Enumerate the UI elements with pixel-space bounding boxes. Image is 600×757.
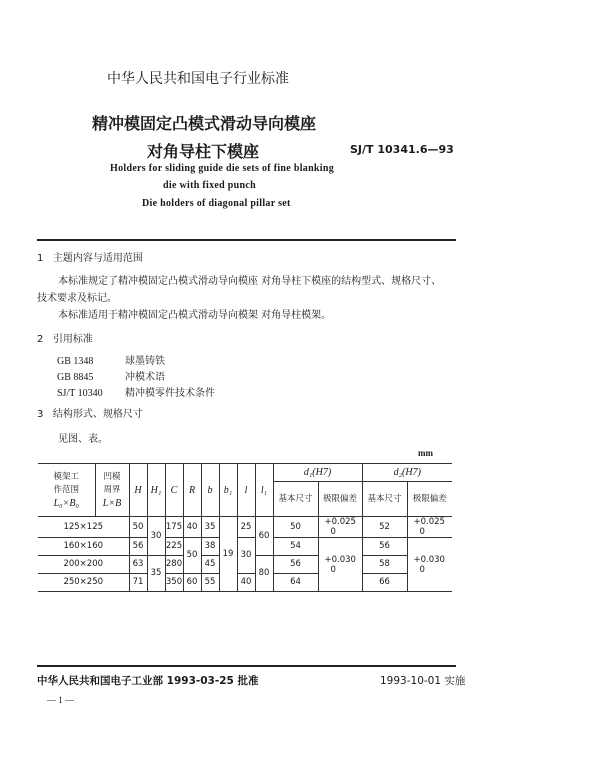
header-text: 凹模	[103, 471, 121, 482]
header-b: b	[201, 464, 219, 517]
cell-size: 160×160	[38, 538, 129, 556]
header-C: C	[165, 464, 183, 517]
header-l: l	[237, 464, 255, 517]
reference-name: 球墨铸铁	[125, 356, 165, 367]
cell-d2-basic: 52	[362, 517, 407, 538]
standard-number: SJ/T 10341.6—93	[350, 143, 454, 156]
deviation-lower: 0	[330, 527, 336, 537]
cell-d2-basic: 66	[362, 574, 407, 592]
cell-H: 71	[129, 574, 147, 592]
cell-b: 35	[201, 517, 219, 538]
section-1-para-1: 本标准规定了精冲模固定凸模式滑动导向模座 对角导柱下模座的结构型式、规格尺寸、	[58, 276, 442, 287]
header-H: H	[129, 464, 147, 517]
header-d2-basic: 基本尺寸	[362, 482, 407, 517]
section-number: 1	[37, 253, 44, 264]
doc-title-line2: 对角导柱下模座	[147, 142, 260, 161]
header-divider	[37, 239, 456, 241]
cell-size: 200×200	[38, 556, 129, 574]
cell-d1-basic: 64	[273, 574, 318, 592]
section-title: 主题内容与适用范围	[52, 253, 143, 264]
cell-C: 175	[165, 517, 183, 538]
cell-H1: 30	[147, 517, 165, 556]
cell-C: 280	[165, 556, 183, 574]
page-number: — 1 —	[47, 695, 74, 705]
cell-C: 350	[165, 574, 183, 592]
section-3-para: 见图、表。	[58, 434, 108, 445]
cell-d2-basic: 58	[362, 556, 407, 574]
deviation-upper: +0.025	[324, 517, 356, 527]
cell-H1: 35	[147, 556, 165, 592]
deviation-upper: +0.030	[324, 554, 356, 565]
issuer-title: 中华人民共和国电子行业标准	[107, 71, 289, 87]
deviation-upper: +0.025	[413, 517, 445, 527]
reference-name: 精冲模零件技术条件	[125, 388, 215, 399]
cell-d2-deviation	[407, 517, 452, 538]
cell-l: 30	[237, 538, 255, 574]
english-title-line2: die with fixed punch	[163, 180, 256, 191]
section-2-heading	[37, 330, 93, 345]
header-d2: d₂(H7)	[362, 464, 452, 482]
cell-d1-deviation	[318, 538, 362, 592]
reference-code: SJ/T 10340	[57, 388, 103, 399]
header-die	[95, 464, 129, 517]
header-text: L×B	[102, 497, 122, 509]
section-title: 结构形式、规格尺寸	[52, 409, 143, 420]
header-text: L₀×B₀	[53, 497, 79, 509]
cell-d1-basic: 50	[273, 517, 318, 538]
table-row	[38, 517, 452, 538]
reference-code: GB 8845	[57, 372, 94, 383]
section-1-para-2: 本标准适用于精冲模固定凸模式滑动导向模架 对角导柱模架。	[58, 310, 332, 321]
table-row	[38, 574, 452, 592]
deviation-upper: +0.030	[413, 554, 445, 565]
cell-b1: 19	[219, 517, 237, 592]
header-text: 周界	[103, 484, 121, 495]
cell-R: 60	[183, 574, 201, 592]
header-H1: H₁	[147, 464, 165, 517]
cell-d2-deviation	[407, 538, 452, 592]
cell-H: 50	[129, 517, 147, 538]
cell-d1-deviation	[318, 517, 362, 538]
cell-b: 45	[201, 556, 219, 574]
header-d2-deviation: 极限偏差	[407, 482, 452, 517]
deviation-lower: 0	[330, 564, 336, 575]
approval-line: 中华人民共和国电子工业部 1993-03-25 批准	[37, 675, 259, 687]
deviation-lower: 0	[419, 527, 425, 537]
header-d1-basic: 基本尺寸	[273, 482, 318, 517]
doc-title-line1: 精冲模固定凸模式滑动导向模座	[92, 114, 317, 133]
section-1-para-1-cont: 技术要求及标记。	[37, 293, 117, 304]
cell-C: 225	[165, 538, 183, 556]
reference-row	[57, 384, 215, 399]
section-3-heading	[37, 405, 143, 420]
cell-b: 55	[201, 574, 219, 592]
cell-l: 25	[237, 517, 255, 538]
reference-code: GB 1348	[57, 356, 94, 367]
english-title-line3: Die holders of diagonal pillar set	[142, 198, 291, 209]
header-text: 作范围	[53, 484, 79, 495]
reference-name: 冲模术语	[125, 372, 165, 383]
header-l1: l₁	[255, 464, 273, 517]
cell-H: 56	[129, 538, 147, 556]
deviation-lower: 0	[419, 564, 425, 575]
cell-d1-basic: 54	[273, 538, 318, 556]
table-row	[38, 538, 452, 556]
section-number: 2	[37, 334, 44, 345]
section-1-heading	[37, 249, 143, 264]
reference-row	[57, 368, 165, 383]
header-d1-deviation: 极限偏差	[318, 482, 362, 517]
cell-b: 38	[201, 538, 219, 556]
header-b1: b₁	[219, 464, 237, 517]
cell-size: 250×250	[38, 574, 129, 592]
cell-l1: 60	[255, 517, 273, 556]
cell-R: 50	[183, 538, 201, 574]
header-d1: d₁(H7)	[273, 464, 362, 482]
english-title-line1: Holders for sliding guide die sets of fine blanking	[110, 163, 335, 174]
header-text: 模架工	[53, 471, 79, 482]
effective-date: 1993-10-01 实施	[380, 675, 466, 687]
footer-divider	[37, 665, 456, 667]
cell-H: 63	[129, 556, 147, 574]
cell-d1-basic: 56	[273, 556, 318, 574]
cell-d2-basic: 56	[362, 538, 407, 556]
cell-R: 40	[183, 517, 201, 538]
cell-l1: 80	[255, 556, 273, 592]
dimension-table	[38, 463, 452, 592]
header-R: R	[183, 464, 201, 517]
section-number: 3	[37, 409, 44, 420]
reference-row	[57, 352, 165, 367]
cell-l: 40	[237, 574, 255, 592]
header-range	[38, 464, 95, 517]
cell-size: 125×125	[38, 517, 129, 538]
section-title: 引用标准	[52, 334, 93, 345]
unit-label: mm	[418, 448, 433, 458]
